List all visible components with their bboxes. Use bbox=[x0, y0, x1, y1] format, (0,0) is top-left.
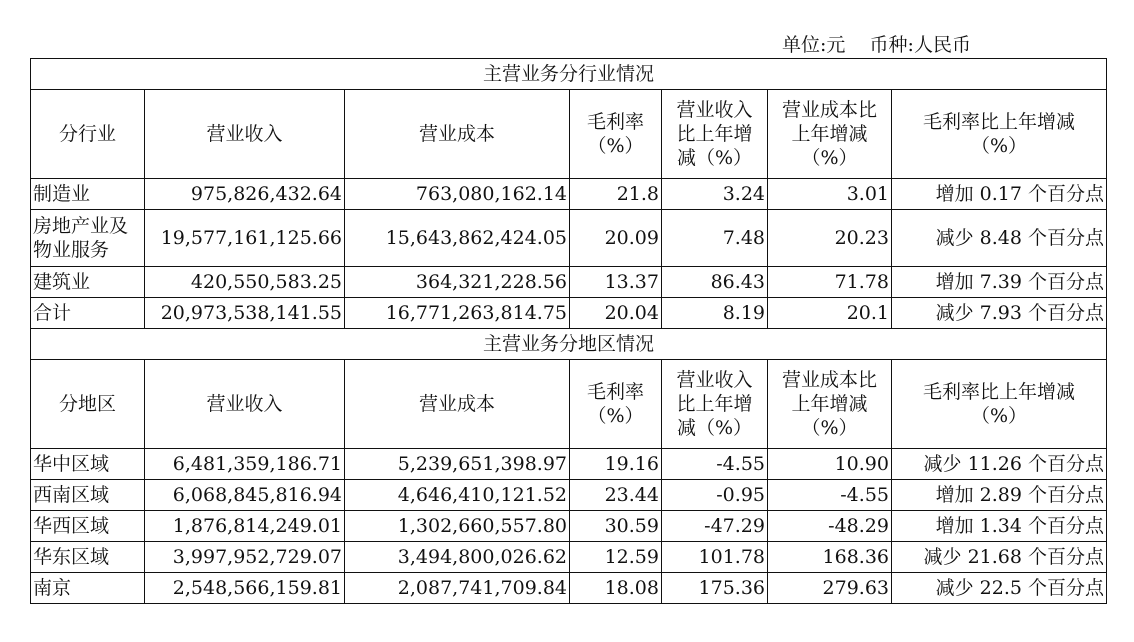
margin-change-cell: 减少 7.93 个百分点 bbox=[892, 298, 1107, 329]
header-row-industry bbox=[31, 90, 1107, 179]
region-section bbox=[31, 329, 1107, 604]
col-header-revenue-change: 营业收入 比上年增 减（%） bbox=[662, 360, 768, 449]
row-name: 合计 bbox=[31, 298, 145, 329]
header-row-region bbox=[31, 360, 1107, 449]
cost-change-cell: 279.63 bbox=[768, 573, 892, 604]
revenue-change-cell: 86.43 bbox=[662, 267, 768, 298]
margin-change-cell: 增加 2.89 个百分点 bbox=[892, 480, 1107, 511]
main-business-table bbox=[30, 58, 1107, 604]
revenue-change-cell: 3.24 bbox=[662, 179, 768, 210]
revenue-cell: 2,548,566,159.81 bbox=[145, 573, 345, 604]
col-header-margin: 毛利率 （%） bbox=[570, 90, 662, 179]
revenue-change-cell: -47.29 bbox=[662, 511, 768, 542]
revenue-change-cell: -4.55 bbox=[662, 449, 768, 480]
revenue-cell: 975,826,432.64 bbox=[145, 179, 345, 210]
margin-cell: 18.08 bbox=[570, 573, 662, 604]
col-header-revenue: 营业收入 bbox=[145, 360, 345, 449]
row-name: 华西区域 bbox=[31, 511, 145, 542]
cost-change-cell: -48.29 bbox=[768, 511, 892, 542]
row-name: 制造业 bbox=[31, 179, 145, 210]
table-row-total bbox=[31, 298, 1107, 329]
cost-change-cell: 20.23 bbox=[768, 210, 892, 267]
margin-cell: 19.16 bbox=[570, 449, 662, 480]
table-row bbox=[31, 179, 1107, 210]
row-name: 华东区域 bbox=[31, 542, 145, 573]
revenue-change-cell: 101.78 bbox=[662, 542, 768, 573]
table-row bbox=[31, 449, 1107, 480]
cost-cell: 1,302,660,557.80 bbox=[345, 511, 570, 542]
cost-cell: 763,080,162.14 bbox=[345, 179, 570, 210]
revenue-cell: 1,876,814,249.01 bbox=[145, 511, 345, 542]
margin-cell: 20.04 bbox=[570, 298, 662, 329]
table-row bbox=[31, 573, 1107, 604]
row-name: 华中区域 bbox=[31, 449, 145, 480]
revenue-cell: 6,481,359,186.71 bbox=[145, 449, 345, 480]
col-header-margin-change: 毛利率比上年增减 （%） bbox=[892, 360, 1107, 449]
margin-cell: 21.8 bbox=[570, 179, 662, 210]
col-header-revenue: 营业收入 bbox=[145, 90, 345, 179]
cost-cell: 364,321,228.56 bbox=[345, 267, 570, 298]
industry-section bbox=[31, 59, 1107, 329]
margin-change-cell: 减少 21.68 个百分点 bbox=[892, 542, 1107, 573]
col-header-category: 分地区 bbox=[31, 360, 145, 449]
cost-change-cell: 20.1 bbox=[768, 298, 892, 329]
section-title-region: 主营业务分地区情况 bbox=[31, 329, 1107, 360]
currency-unit-note: 单位:元 币种:人民币 bbox=[782, 34, 971, 56]
revenue-cell: 20,973,538,141.55 bbox=[145, 298, 345, 329]
col-header-cost-change: 营业成本比 上年增减 （%） bbox=[768, 360, 892, 449]
col-header-cost: 营业成本 bbox=[345, 360, 570, 449]
col-header-category: 分行业 bbox=[31, 90, 145, 179]
margin-change-cell: 减少 8.48 个百分点 bbox=[892, 210, 1107, 267]
col-header-cost-change: 营业成本比 上年增减 （%） bbox=[768, 90, 892, 179]
row-name: 房地产业及 物业服务 bbox=[31, 210, 145, 267]
cost-cell: 3,494,800,026.62 bbox=[345, 542, 570, 573]
revenue-cell: 19,577,161,125.66 bbox=[145, 210, 345, 267]
cost-cell: 2,087,741,709.84 bbox=[345, 573, 570, 604]
table-row bbox=[31, 210, 1107, 267]
cost-change-cell: 10.90 bbox=[768, 449, 892, 480]
revenue-change-cell: -0.95 bbox=[662, 480, 768, 511]
margin-cell: 30.59 bbox=[570, 511, 662, 542]
revenue-change-cell: 7.48 bbox=[662, 210, 768, 267]
table-row bbox=[31, 542, 1107, 573]
cost-change-cell: 71.78 bbox=[768, 267, 892, 298]
margin-cell: 12.59 bbox=[570, 542, 662, 573]
margin-change-cell: 增加 0.17 个百分点 bbox=[892, 179, 1107, 210]
revenue-cell: 3,997,952,729.07 bbox=[145, 542, 345, 573]
cost-change-cell: -4.55 bbox=[768, 480, 892, 511]
margin-cell: 23.44 bbox=[570, 480, 662, 511]
cost-change-cell: 168.36 bbox=[768, 542, 892, 573]
row-name: 南京 bbox=[31, 573, 145, 604]
revenue-change-cell: 175.36 bbox=[662, 573, 768, 604]
margin-change-cell: 减少 22.5 个百分点 bbox=[892, 573, 1107, 604]
table-row bbox=[31, 480, 1107, 511]
table-row bbox=[31, 511, 1107, 542]
cost-cell: 4,646,410,121.52 bbox=[345, 480, 570, 511]
margin-change-cell: 减少 11.26 个百分点 bbox=[892, 449, 1107, 480]
cost-change-cell: 3.01 bbox=[768, 179, 892, 210]
revenue-change-cell: 8.19 bbox=[662, 298, 768, 329]
margin-cell: 20.09 bbox=[570, 210, 662, 267]
cost-cell: 16,771,263,814.75 bbox=[345, 298, 570, 329]
margin-change-cell: 增加 7.39 个百分点 bbox=[892, 267, 1107, 298]
col-header-cost: 营业成本 bbox=[345, 90, 570, 179]
cost-cell: 5,239,651,398.97 bbox=[345, 449, 570, 480]
margin-cell: 13.37 bbox=[570, 267, 662, 298]
margin-change-cell: 增加 1.34 个百分点 bbox=[892, 511, 1107, 542]
col-header-margin: 毛利率 （%） bbox=[570, 360, 662, 449]
col-header-revenue-change: 营业收入 比上年增 减（%） bbox=[662, 90, 768, 179]
cost-cell: 15,643,862,424.05 bbox=[345, 210, 570, 267]
revenue-cell: 6,068,845,816.94 bbox=[145, 480, 345, 511]
revenue-cell: 420,550,583.25 bbox=[145, 267, 345, 298]
col-header-margin-change: 毛利率比上年增减 （%） bbox=[892, 90, 1107, 179]
row-name: 建筑业 bbox=[31, 267, 145, 298]
row-name: 西南区域 bbox=[31, 480, 145, 511]
table-row bbox=[31, 267, 1107, 298]
section-title-industry: 主营业务分行业情况 bbox=[31, 59, 1107, 90]
